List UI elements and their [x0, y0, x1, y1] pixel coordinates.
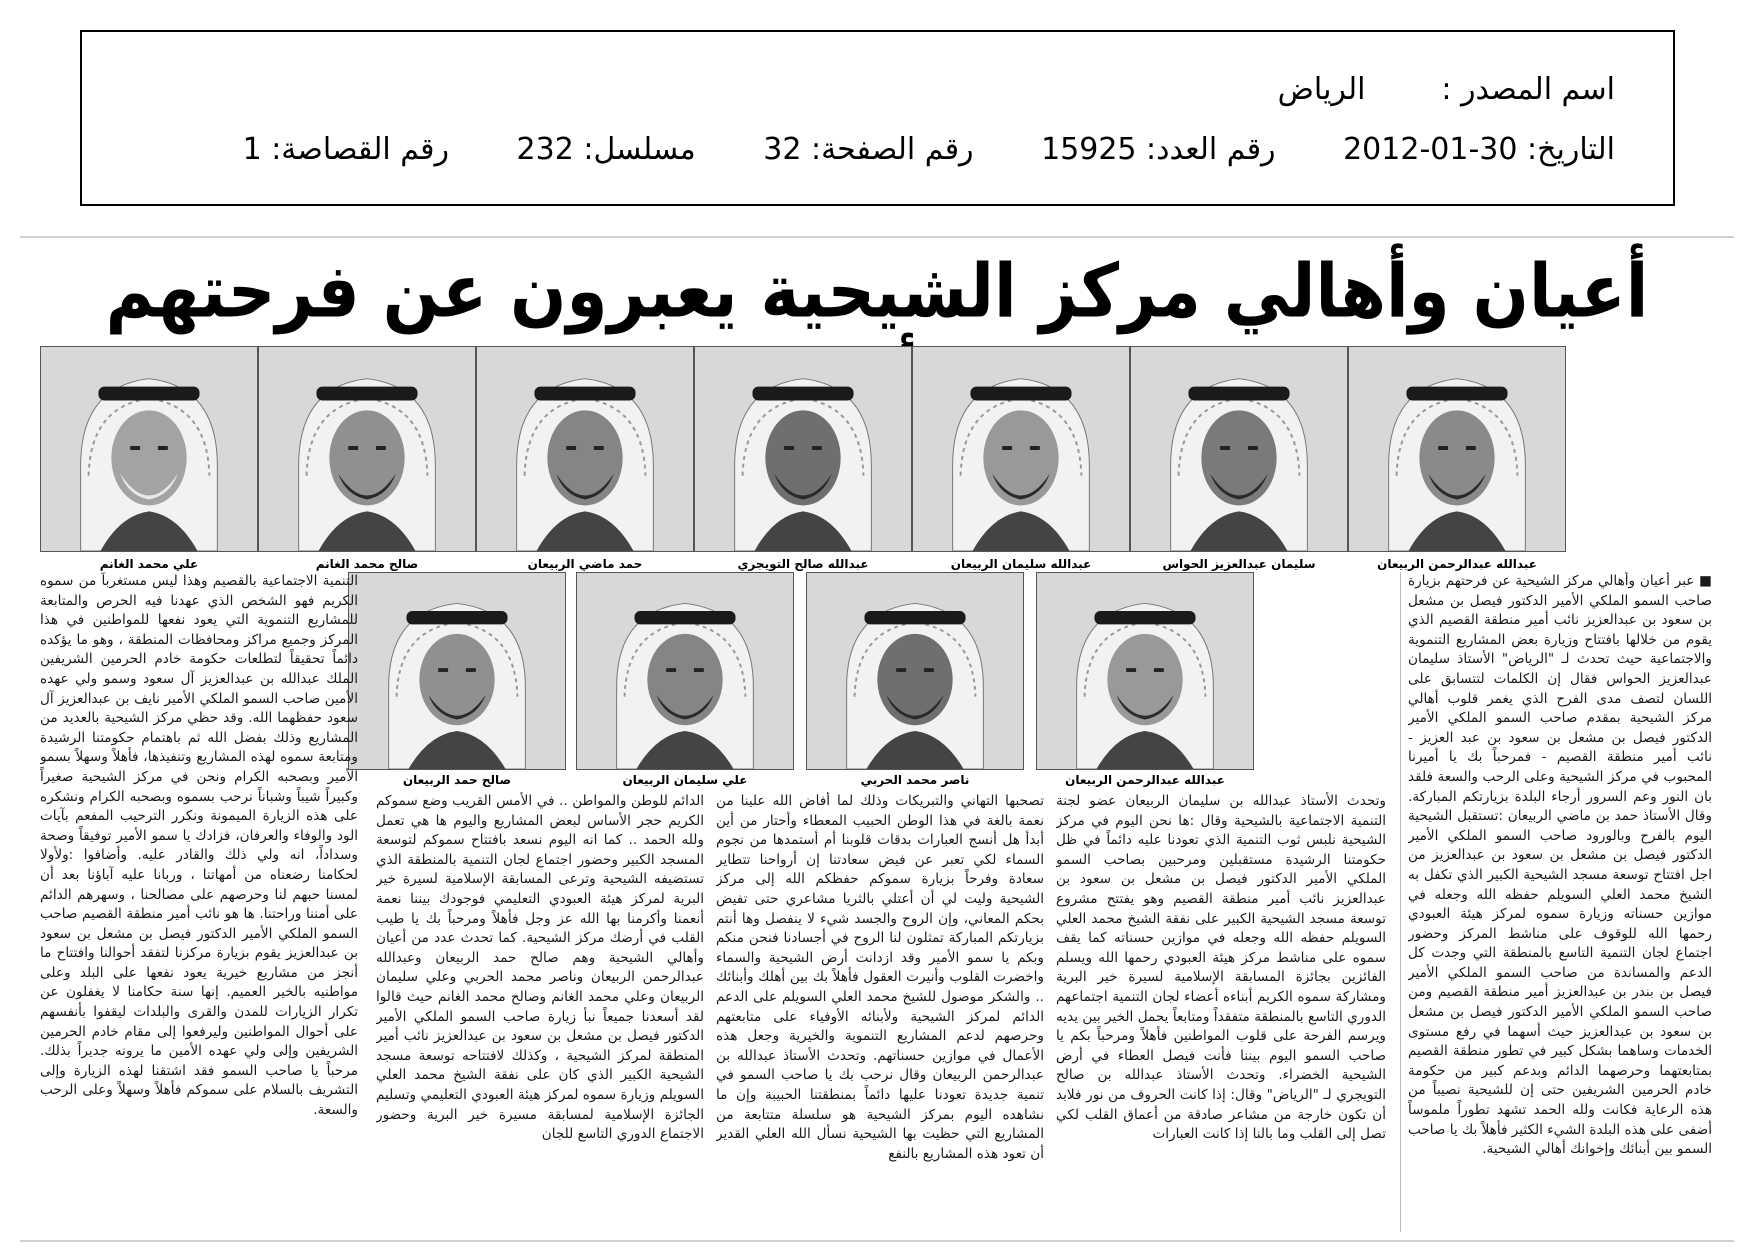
portrait-caption: سليمان عبدالعزيز الحواس [1162, 557, 1316, 571]
portrait-caption: علي سليمان الربيعان [622, 773, 748, 787]
portrait-caption: صالح محمد الغانم [315, 557, 419, 571]
source-info-box [80, 30, 1675, 206]
portrait-photo [348, 572, 566, 770]
clip-number-field: رقم القصاصة: 1 [242, 132, 449, 167]
column-text: ■ عبر أعيان وأهالي مركز الشيحية عن فرحتهم بزيارة صاحب السمو الملكي الأمير الدكتور فيصل بن مشعل بن سعود بن عبدالعزيز نائب أمير منطقة القصيم الذي يقوم من خلالها بافتتاح وزيارة بعض المشاريع التنموية والاجتماعية حيث تحدث لـ "الرياض" الأستاذ سليمان عبدالعزيز الحواس فقال إن الكلمات لتتسابق على اللسان لتصف مدى الفرح الذي يغمر قلوب أهالي مركز الشيحية بمقدم صاحب السمو الملكي الأمير الدكتور فيصل بن مشعل بن سعود بن عبد العزيز - نائب أمير منطقة القصيم - فمرحباً بك يا أميرنا المحبوب في مركز الشيحية وعلى الرحب والسعة فلقد بان النور وعم السرور أرجاء البلدة بزيارتكم المباركة. وقال الأستاذ حمد بن ماضي الربيعان :تستقبل الشيحية اليوم بالفرح وبالورود صاحب السمو الملكي الأمير الدكتور فيصل بن مشعل بن سعود بن عبدالعزيز من اجل افتتاح توسعة مسجد الشيحية الكبير الذي تكفل به الشيخ محمد العلي السويلم حفظه الله وجعله في موازين حسناته وزيارة سموه لمركز هيئة العبودي رحمها الله للوقوف على مناشط المركز وحضور اجتماع لجان التنمية التاسع بالمنطقة التي وجدت كل الدعم والمساندة من صاحب السمو الملكي الأمير فيصل بن بندر بن عبدالعزيز أمير منطقة القصيم ومن صاحب السمو الملكي الأمير الدكتور فيصل بن مشعل بن سعود بن عبدالعزيز حيث أسهما في رفع مستوى الخدمات وساهما بشكل كبير في تطور منطقة القصيم بمتابعتهما وحرصهما الدائم وبدعم كبير من حكومة خادم الحرمين الشريفين حتى إن للشيحية نصيباً من هذه الرعاية فكانت ولله الحمد تشهد تطوراً ملموساً أضفى على هذه البلدة الشيء الكثير فأهلاً بك يا صاحب السمو بين أبنائك وإخوانك أهالي الشيحية. [1408, 573, 1712, 1158]
portrait-caption: عبدالله سليمان الربيعان [950, 557, 1092, 571]
column-text: الدائم للوطن والمواطن .. في الأمس القريب وضع سموكم الكريم حجر الأساس لبعض المشاريع واليوم ها هي تعمل ولله الحمد .. كما انه اليوم نسعد بافتتاح سموكم لتوسعة المسجد الكبير وحضور اجتماع لجان التنمية بالمنطقة الذي تستضيفه الشيحية وترعى المسابقة الإسلامية لسيرة خير البرية لمركز هيئة العبودي التعليمي فوجودك بيننا نعمة أنعمنا وأكرمنا بها الله عز وجل فأهلاً ومرحباً بك يا طيب القلب في أرضك مركز الشيحية. كما تحدث عدد من أعيان وأهالي الشيحية وهم صالح حمد الربيعان وعبدالله عبدالرحمن الربيعان وناصر محمد الحربي وعلي سليمان الربيعان وعلي محمد الغانم وصالح محمد الغانم حيث قالوا لقد أسعدنا جميعاً نبأ زيارة صاحب السمو الملكي الأمير الدكتور فيصل بن مشعل بن سعود بن عبدالعزيز نائب أمير المنطقة لمركز الشيحية ، وكذلك لافتتاحه توسعة مسجد الشيحية الكبير الذي كان على نفقة الشيخ محمد العلي السويلم وزيارة سموه لمركز هيئة العبودي التعليمي وتسليم الجائزة الإسلامية لمسابقة مسيرة خير البرية وحضور الاجتماع الدوري التاسع للجان [376, 793, 704, 1143]
newspaper-clipping [20, 236, 1734, 1242]
portrait-caption: ناصر محمد الحربي [860, 773, 970, 787]
source-details-row [243, 132, 1615, 167]
article-column-1 [1408, 572, 1712, 1232]
portrait-caption: حمد ماضي الربيعان [527, 557, 643, 571]
date-field: التاريخ: 30-01-2012 [1343, 132, 1615, 167]
portrait-photo [806, 572, 1024, 770]
portrait-photo [1036, 572, 1254, 770]
source-name-label: اسم المصدر : [1441, 72, 1615, 107]
article-headline: أعيان وأهالي مركز الشيحية يعبرون عن فرحتهم [105, 248, 1649, 335]
article-column-5 [40, 572, 358, 1232]
portrait-caption: صالح حمد الربيعان [402, 773, 512, 787]
serial-field: مسلسل: 232 [516, 132, 696, 167]
portrait-photo [576, 572, 794, 770]
page-number-field: رقم الصفحة: 32 [763, 132, 974, 167]
issue-number-field: رقم العدد: 15925 [1041, 132, 1276, 167]
portrait-photo [258, 346, 476, 552]
portrait-caption: علي محمد الغانم [99, 557, 199, 571]
column-text: وتحدث الأستاذ عبدالله بن سليمان الربيعان عضو لجنة التنمية الاجتماعية بالشيحية وقال :ها نحن اليوم في مركز الشيحية نلبس ثوب التنمية الذي تعودنا عليه دائماً في ظل حكومتنا الرشيدة مستقبلين ومرحبين بصاحب السمو الملكي الأمير الدكتور فيصل بن مشعل بن سعود بن عبدالعزيز نائب أمير منطقة القصيم وهو يفتتح مشروع توسعة مسجد الشيحية الكبير على نفقة الشيخ محمد العلي السويلم حفظه الله وجعله في موازين حسناته كما يقف سموه على مناشط مركز هيئة العبودي رحمها الله ويسلم الفائزين بجائزة المسابقة الإسلامية لسيرة خير البرية ومشاركة سموه الكريم أبناءه أعضاء لجان التنمية اجتماعهم الدوري التاسع بالمنطقة متفقداً ومتابعاً يحمل الخير بين يديه ويرسم الفرحة على قلوب المواطنين فأهلاً ومرحباً بكم يا صاحب السمو اليوم بيننا فأنت فيصل العطاء في أرض الشيحية الخضراء. وتحدث الأستاذ عبدالله بن صالح التويجري لـ "الرياض" وقال: إذا كانت الحروف من نور فلابد أن تكون خارجة من مشاعر صادقة من أعماق القلب لكي تصل إلى القلب وما بالنا إذا كانت العبارات [1056, 793, 1386, 1143]
portrait-photo [912, 346, 1130, 552]
article-column-2 [1056, 792, 1386, 1232]
portrait-photo [40, 346, 258, 552]
article-column-4 [376, 792, 704, 1232]
source-name-row [1278, 72, 1615, 107]
column-divider [1400, 572, 1401, 1232]
portrait-caption: عبدالله صالح التويجري [737, 557, 869, 571]
source-name-value: الرياض [1277, 72, 1366, 107]
column-text: تصحبها التهاني والتبريكات وذلك لما أفاض الله علينا من نعمة بالغة في هذا الوطن الحبيب المعطاء وأحتار من أين أبدأ هل أنسج العبارات بدقات قلوبنا أم أستمدها من نجوم السماء لكي تعبر عن فيض سعادتنا إن أرواحنا تتطاير سعادة وفرحاً بزيارة سموكم حفظكم الله إلى مركز الشيحية وليت لي أن أعتلي بالثريا مشاعري حتى تفيض بحكم المعاني، وإن الروح والجسد شيء لا ينفصل وها أنتم بزيارتكم المباركة تمثلون لنا الروح في أجسادنا فنحن منكم وبكم يا سمو الأمير وقد ازدانت أرض الشيحية والسماء واخضرت القلوب وأنيرت العقول فأهلاً بك بين أهلك وأبنائك .. والشكر موصول للشيخ محمد العلي السويلم على الدعم الدائم لمركز الشيحية ولأبنائه الأوفياء على متابعتهم وحرصهم لدعم المشاريع التنموية والخيرية وجعل هذه الأعمال في موازين حسناتهم. وتحدث الأستاذ عبدالله بن عبدالرحمن الربيعان وقال نرحب بك يا صاحب السمو في تنمية جديدة تعودنا عليها دائماً بمنطقتنا الحبيبة وإن ما نشاهده اليوم بمركز الشيحية هو سلسلة متتابعة من المشاريع التي حظيت بها الشيحية نسأل الله العلي القدير أن تعود هذه المشاريع بالنفع [716, 793, 1044, 1162]
portrait-photo [694, 346, 912, 552]
portrait-caption: عبدالله عبدالرحمن الربيعان [1377, 557, 1537, 571]
portrait-photo [1348, 346, 1566, 552]
portrait-photo [1130, 346, 1348, 552]
column-text: التنمية الاجتماعية بالقصيم وهذا ليس مستغرباً من سموه الكريم فهو الشخص الذي عهدنا فيه الحرص والمتابعة للمشاريع التنموية التي يعود نفعها للمواطنين في هذا المركز وجميع مراكز ومحافظات المنطقة ، وهو ما يؤكده دائماً تحقيقاً لتطلعات حكومة خادم الحرمين الشريفين الملك عبدالله بن عبدالعزيز آل سعود وسمو ولي عهده الأمين صاحب السمو الملكي الأمير نايف بن عبدالعزيز آل سعود حفظهما الله. وقد حظي مركز الشيحية بالعديد من المشاريع وذلك بفضل الله ثم باهتمام حكومتنا الرشيدة ومتابعة سموه لهذه المشاريع وتنفيذها، فأهلاً وسهلاً بسمو الأمير وبصحبه الكرام ونحن في مركز الشيحية صغيراً وكبيراً شيباً وشباناً نرحب بسموه وبصحبه الكرام ونشكره على هذه الزيارة الميمونة ونكرر الترحيب المفعم بآيات الود والوفاء والعرفان، فزادك يا سمو الأمير توفيقاً وصحة وسداداً، انه ولي ذلك والقادر عليه. وأضافوا :ولأولا لحكامنا رضعناه من أمهاتنا ، وربانا عليه آباؤنا بعد أن لمسنا حبهم لنا وحرصهم على مصالحنا ، وسهرهم الدائم على أمننا وراحتنا. ها هو نائب أمير منطقة القصيم صاحب السمو الملكي الأمير الدكتور فيصل بن مشعل بن سعود بن عبدالعزيز يقوم بزيارة مركزنا لتفقد أحوالنا وافتتاح ما أنجز من مشاريع خيرية يعود نفعها على البلد وعلى مواطنيه بالخير العميم. إنها سنة حكامنا لا يغفلون عن تكرار الزيارات للمدن والقرى والبلدات ليقفوا بأنفسهم على أحوال المواطنين وليرفعوا إلى مقام خادم الحرمين الشريفين وإلى ولي عهده الأمين ما يرونه جديراً بذلك. مرحباً يا صاحب السمو فقد اشتقنا لهذه الزيارة وإلى التشريف بالسلام على سموكم فأهلاً وسهلاً وعلى الرحب والسعة. [40, 573, 358, 1119]
article-column-3 [716, 792, 1044, 1232]
portrait-caption: عبدالله عبدالرحمن الربيعان [1065, 773, 1225, 787]
portrait-photo [476, 346, 694, 552]
